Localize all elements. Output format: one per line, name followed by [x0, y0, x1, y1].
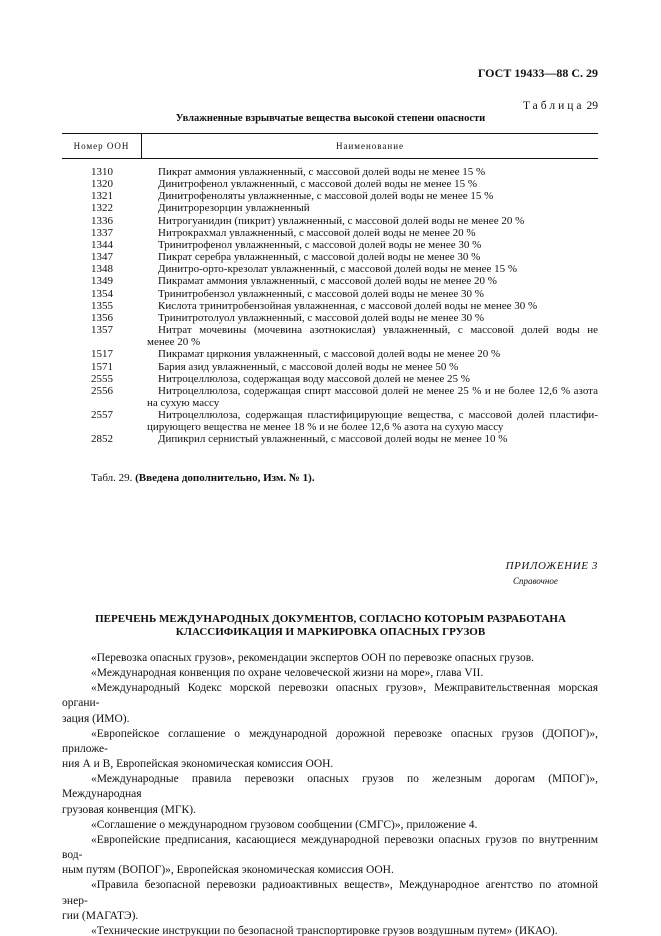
document-list-item	[62, 878, 598, 923]
un-number: 1322	[91, 202, 113, 215]
substance-name	[142, 312, 598, 324]
substance-name-line: Тринитробензол увлажненный, с массовой долей воды не менее 30 %	[158, 287, 484, 300]
table-row	[62, 300, 598, 312]
un-number: 1336	[91, 214, 113, 227]
table-row	[62, 251, 598, 263]
substance-name-line: Пикрамат аммония увлажненный, с массовой долей воды не менее 20 %	[158, 275, 497, 288]
document-list-item	[62, 924, 598, 936]
document-list-line: «Международные правила перевозки опасных грузов по железным дорогам (МПОГ)», Международная	[62, 773, 598, 801]
substance-name-line: Динитро-орто-крезолат увлажненный, с массовой долей воды не менее 15 %	[158, 263, 518, 276]
substance-name	[142, 433, 598, 445]
table-row	[62, 202, 598, 214]
table-row	[62, 373, 598, 385]
table-label	[523, 99, 598, 113]
substance-name-line: Нитроцеллюлоза, содержащая воду массовой долей не менее 25 %	[158, 372, 470, 385]
substance-name	[142, 409, 598, 433]
substance-name	[142, 251, 598, 263]
document-list-item	[62, 651, 598, 666]
table-title: Увлажненные взрывчатые вещества высокой степени опасности	[175, 113, 486, 124]
substance-name-line: Тринитротолуол увлажненный, с массовой долей воды не менее 30 %	[158, 311, 485, 324]
un-number: 1344	[91, 238, 113, 251]
substance-name	[142, 227, 598, 239]
un-number: 1347	[91, 251, 113, 264]
table-row	[62, 288, 598, 300]
substance-name	[142, 202, 598, 214]
substance-name-line: Динитрорезорцин увлажненный	[158, 202, 310, 215]
document-list-line: «Европейские предписания, касающиеся международной перевозки опасных грузов по внутренним вод-	[62, 833, 598, 862]
table-row	[62, 385, 598, 409]
table-body	[62, 166, 598, 446]
substance-name	[142, 239, 598, 251]
document-list-item	[62, 727, 598, 772]
un-number: 1517	[91, 348, 113, 361]
un-number: 1337	[91, 226, 113, 239]
document-list-line: ным путям (ВОПОГ)», Европейская экономическая комиссия ООН.	[62, 864, 394, 877]
substance-name-line: Нитрогуанидин (пикрит) увлажненный, с массовой долей воды не менее 20 %	[158, 214, 525, 227]
substance-name-line: Нитрокрахмал увлажненный, с массовой долей воды не менее 20 %	[158, 226, 476, 239]
document-list-line: зация (ИМО).	[62, 712, 130, 725]
un-number: 1320	[91, 178, 113, 191]
table-row	[62, 239, 598, 251]
document-list-item	[62, 833, 598, 878]
document-list-line: «Европейское соглашение о международной дорожной перевозке опасных грузов (ДОПОГ)», приложе-	[62, 727, 598, 755]
un-number: 1310	[91, 166, 113, 178]
substance-name-line: менее 20 %	[147, 336, 201, 349]
appendix-title	[0, 613, 661, 639]
substance-name	[142, 348, 598, 360]
document-list-item	[62, 818, 598, 833]
table-row	[62, 275, 598, 287]
table-row	[62, 190, 598, 202]
un-number: 1356	[91, 311, 113, 324]
substance-name-line: Динитрофенол увлажненный, с массовой долей воды не менее 15 %	[158, 178, 478, 191]
substance-name-line: Нитроцеллюлоза, содержащая пластифицирующие вещества, с массовой долей пластифи-	[158, 409, 598, 422]
document-list-item	[62, 772, 598, 817]
un-number: 1348	[91, 263, 113, 276]
table-row	[62, 361, 598, 373]
document-list-item	[62, 666, 598, 681]
table-row	[62, 348, 598, 360]
document-list-line: «Международный Кодекс морской перевозки опасных грузов», Межправительственная морская органи-	[62, 682, 598, 710]
un-number: 1321	[91, 190, 113, 203]
un-number: 2852	[91, 433, 113, 446]
table-label-number: 29	[586, 100, 598, 112]
substance-name	[142, 215, 598, 227]
substance-name-line: цирующего вещества не менее 18 % и не более 12,6 % азота на сухую массу	[147, 421, 504, 434]
substance-name-line: Динитрофеноляты увлажненные, с массовой долей воды не менее 15 %	[158, 190, 494, 203]
substance-name-line: Дипикрил сернистый увлажненный, с массовой долей воды не менее 10 %	[158, 433, 508, 446]
column-header-name: Наименование	[335, 141, 405, 151]
appendix-label: ПРИЛОЖЕНИЕ 3	[505, 560, 598, 572]
substance-name	[142, 324, 598, 348]
table-row	[62, 215, 598, 227]
document-list-line: «Международная конвенция по охране человеческой жизни на море», глава VII.	[91, 667, 484, 680]
substance-name	[142, 190, 598, 202]
document-list-line: гии (МАГАТЭ).	[62, 909, 139, 922]
table-label-word: Таблица	[522, 100, 585, 112]
table-row	[62, 166, 598, 178]
document-code: ГОСТ 19433—88 С. 29	[477, 66, 598, 80]
un-number: 1571	[91, 360, 113, 373]
appendix-document-list	[62, 651, 598, 936]
un-number: 1357	[91, 324, 113, 337]
substance-name	[142, 300, 598, 312]
substance-name-line: Кислота тринитробензойная увлажненная, с массовой долей воды не менее 30 %	[158, 299, 538, 312]
un-number: 2557	[91, 409, 113, 422]
substance-name-line: на сухую массу	[147, 396, 220, 409]
appendix-title-line: ПЕРЕЧЕНЬ МЕЖДУНАРОДНЫХ ДОКУМЕНТОВ, СОГЛАСНО КОТОРЫМ РАЗРАБОТАНА	[95, 613, 566, 625]
document-list-line: «Перевозка опасных грузов», рекомендации экспертов ООН по перевозке опасных грузов.	[91, 652, 535, 664]
substance-name	[142, 385, 598, 409]
substance-name	[142, 275, 598, 287]
substance-name-line: Бария азид увлажненный, с массовой долей воды не менее 50 %	[158, 360, 459, 373]
appendix-type: Справочное	[513, 576, 558, 586]
substance-name	[142, 178, 598, 190]
table-row	[62, 433, 598, 445]
table-row	[62, 409, 598, 433]
un-number: 1349	[91, 275, 113, 288]
substance-name	[142, 361, 598, 373]
document-list-line: «Технические инструкции по безопасной транспортировке грузов воздушным путем» (ИКАО).	[91, 924, 558, 936]
document-list-line: «Правила безопасной перевозки радиоактивных веществ», Международное агентство по атомной энер-	[62, 879, 598, 907]
document-list-line: «Соглашение о международном грузовом сообщении (СМГС)», приложение 4.	[91, 818, 478, 831]
un-number: 1355	[91, 299, 113, 312]
substance-name-line: Пикрат аммония увлажненный, с массовой долей воды не менее 15 %	[158, 166, 486, 178]
table-note-text: (Введена дополнительно, Изм. № 1).	[135, 472, 315, 484]
document-list-line: грузовая конвенция (МГК).	[62, 803, 196, 816]
substance-name-line: Нитроцеллюлоза, содержащая спирт массовой долей не менее 25 % и не более 12,6 % азота	[158, 384, 598, 397]
substance-name	[142, 373, 598, 385]
substance-name	[142, 263, 598, 275]
table-row	[62, 324, 598, 348]
table-header	[62, 133, 598, 159]
substance-name-line: Пикрамат циркония увлажненный, с массовой долей воды не менее 20 %	[158, 348, 501, 361]
table-note	[91, 471, 315, 485]
substance-name-line: Тринитрофенол увлажненный, с массовой долей воды не менее 30 %	[158, 238, 482, 251]
document-list-item	[62, 681, 598, 726]
table-row	[62, 227, 598, 239]
table-note-prefix: Табл. 29.	[91, 472, 133, 484]
table-row	[62, 178, 598, 190]
un-number: 2555	[91, 372, 113, 385]
appendix-title-line: КЛАССИФИКАЦИЯ И МАРКИРОВКА ОПАСНЫХ ГРУЗОВ	[175, 626, 486, 638]
substance-name-line: Нитрат мочевины (мочевина азотнокислая) увлажненный, с массовой долей воды не	[158, 324, 598, 337]
un-number: 2556	[91, 384, 113, 397]
substance-name	[142, 288, 598, 300]
substance-name	[142, 166, 598, 178]
document-list-line: ния А и В, Европейская экономическая комиссия ООН.	[62, 758, 334, 771]
table-row	[62, 312, 598, 324]
table-row	[62, 263, 598, 275]
un-number: 1354	[91, 287, 113, 300]
column-header-un-number: Номер ООН	[62, 134, 142, 158]
substance-name-line: Пикрат серебра увлажненный, с массовой долей воды не менее 30 %	[158, 251, 481, 264]
